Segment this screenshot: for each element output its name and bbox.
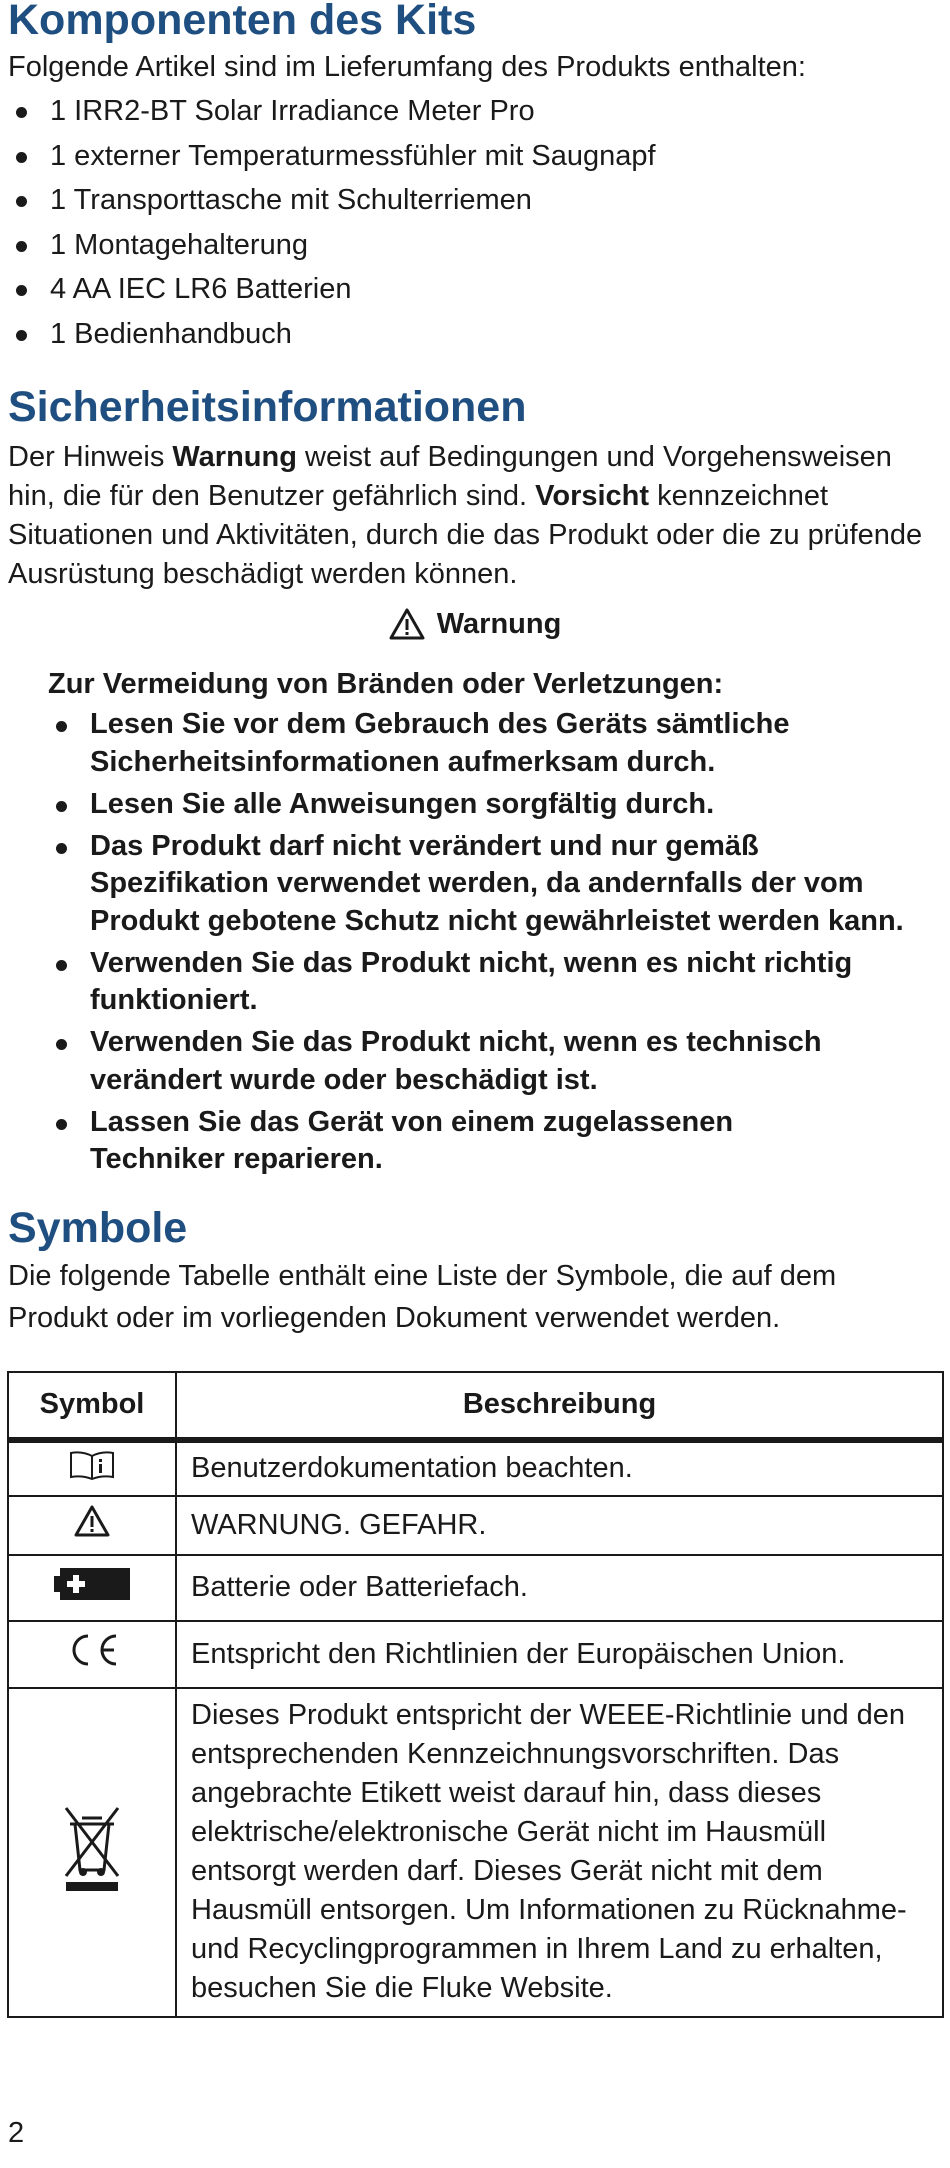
warnung-term: Warnung <box>172 441 297 473</box>
page-number: 2 <box>8 2117 25 2149</box>
safety-heading: Sicherheitsinformationen <box>8 383 527 431</box>
symbol-cell <box>8 1688 176 2017</box>
warning-triangle-icon <box>74 1512 110 1544</box>
warning-list <box>48 706 942 1179</box>
safety-paragraph <box>8 438 942 594</box>
symbol-cell <box>8 1496 176 1555</box>
warning-triangle-icon <box>389 608 437 640</box>
symbols-intro: Die folgende Tabelle enthält eine Liste der Symbole, die auf dem Produkt oder im vorliegenden Dokument verwendet werden. <box>8 1259 837 1334</box>
warning-item: Lesen Sie alle Anweisungen sorgfältig durch. <box>48 786 942 824</box>
table-row <box>8 1688 943 2017</box>
desc-cell: Benutzerdokumentation beachten. <box>176 1440 943 1496</box>
warning-item: Verwenden Sie das Produkt nicht, wenn es nicht richtig funktioniert. <box>48 945 942 1020</box>
kit-intro: Folgende Artikel sind im Lieferumfang des Produkts enthalten: <box>8 51 806 83</box>
safety-text: weist auf Bedingungen und Vorgehensweisen hin, die für den Benutzer gefährlich sind. <box>8 441 892 512</box>
warning-title: Zur Vermeidung von Bränden oder Verletzungen: <box>48 668 724 700</box>
warning-label-text: Warnung <box>436 608 562 640</box>
warning-label <box>8 604 942 644</box>
symbol-cell <box>8 1555 176 1621</box>
symbols-heading: Symbole <box>8 1203 188 1252</box>
table-row <box>8 1555 943 1621</box>
desc-cell: Entspricht den Richtlinien der Europäischen Union. <box>176 1621 943 1688</box>
list-item: 1 Transporttasche mit Schulterriemen <box>8 178 942 223</box>
ce-mark-icon <box>64 1643 120 1675</box>
desc-cell: WARNUNG. GEFAHR. <box>176 1496 943 1555</box>
manual-info-icon <box>68 1455 116 1487</box>
desc-cell: Batterie oder Batteriefach. <box>176 1555 943 1621</box>
vorsicht-term: Vorsicht <box>535 480 650 512</box>
list-item: 1 IRR2-BT Solar Irradiance Meter Pro <box>8 89 942 134</box>
safety-text: Der Hinweis <box>8 441 173 473</box>
table-row <box>8 1496 943 1555</box>
warning-item: Das Produkt darf nicht verändert und nur gemäß Spezifikation verwendet werden, da andernfalls der vom Produkt gebotene Schutz nicht gewährleistet werden kann. <box>48 828 942 941</box>
table-row <box>8 1621 943 1688</box>
desc-cell: Dieses Produkt entspricht der WEEE-Richtlinie und den entsprechenden Kennzeichnungsvorschriften. Das angebrachte Etikett weist darauf hin, dass dieses elektrische/elektronische Gerät nicht im Hausmüll entsorgt werden darf. Dieses Gerät nicht mit dem Hausmüll entsorgen. Um Informationen zu Rücknahme- und Recyclingprogrammen in Ihrem Land zu erhalten, besuchen Sie die Fluke Website. <box>176 1688 943 2017</box>
symbol-cell <box>8 1621 176 1688</box>
table-header-row <box>8 1372 943 1440</box>
warning-item: Lesen Sie vor dem Gebrauch des Geräts sämtliche Sicherheitsinformationen aufmerksam durch. <box>48 706 942 781</box>
symbol-cell <box>8 1440 176 1496</box>
list-item: 1 Montagehalterung <box>8 223 942 268</box>
col-symbol-header: Symbol <box>8 1372 176 1440</box>
list-item: 1 externer Temperaturmessfühler mit Saugnapf <box>8 134 942 179</box>
list-item: 4 AA IEC LR6 Batterien <box>8 267 942 312</box>
list-item: 1 Bedienhandbuch <box>8 312 942 357</box>
safety-text: kennzeichnet Situationen und Aktivitäten, durch die das Produkt oder die zu prüfende Ausrüstung beschädigt werden können. <box>8 480 923 590</box>
table-row <box>8 1440 943 1496</box>
warning-item: Verwenden Sie das Produkt nicht, wenn es technisch verändert wurde oder beschädigt ist. <box>48 1024 942 1099</box>
kit-heading: Komponenten des Kits <box>8 0 477 44</box>
weee-bin-icon <box>60 1867 124 1899</box>
kit-list <box>8 89 942 356</box>
symbols-table <box>7 1371 944 2018</box>
col-desc-header: Beschreibung <box>176 1372 943 1440</box>
battery-icon <box>54 1577 130 1609</box>
warning-item: Lassen Sie das Gerät von einem zugelassenen Techniker reparieren. <box>48 1104 942 1179</box>
